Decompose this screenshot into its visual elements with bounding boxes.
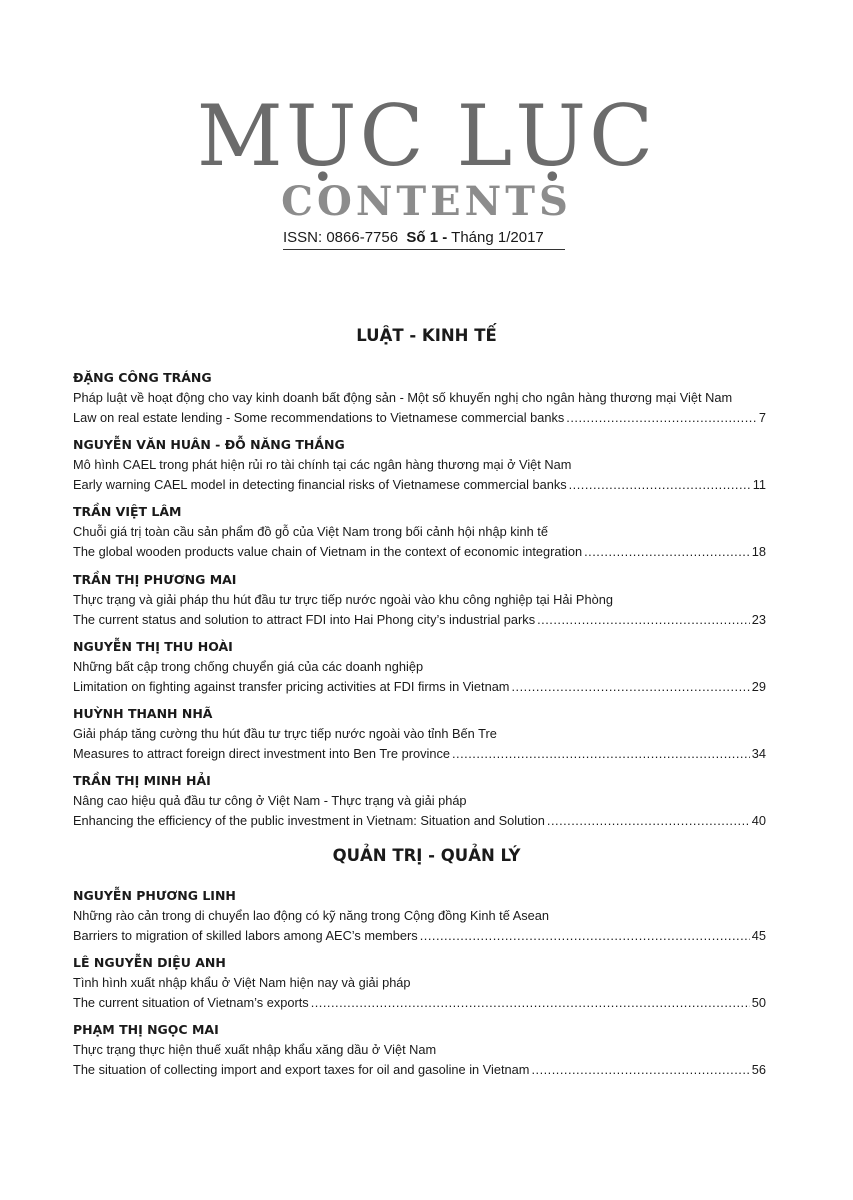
entry-title-vi: Tình hình xuất nhập khẩu ở Việt Nam hiện nay và giải pháp bbox=[73, 975, 411, 990]
entry-author: HUỲNH THANH NHÃ bbox=[73, 706, 213, 721]
entry-page-number: 7 bbox=[758, 410, 766, 425]
leader-dots bbox=[547, 812, 750, 830]
entry-author: NGUYỄN THỊ THU HOÀI bbox=[73, 639, 233, 654]
entry-title-en: The current status and solution to attract FDI into Hai Phong city’s industrial parks bbox=[73, 612, 536, 627]
entry-title-vi: Thực trạng thực hiện thuế xuất nhập khẩu xăng dầu ở Việt Nam bbox=[73, 1042, 437, 1057]
entry-title-en: Measures to attract foreign direct investment into Ben Tre province bbox=[73, 746, 450, 761]
entry-title-vi: Mô hình CAEL trong phát hiện rủi ro tài chính tại các ngân hàng thương mại ở Việt Nam bbox=[73, 457, 572, 472]
leader-dots bbox=[537, 611, 750, 629]
entry-author: PHẠM THỊ NGỌC MAI bbox=[73, 1022, 219, 1037]
toc-entry[interactable] bbox=[73, 887, 766, 945]
entry-page-number: 18 bbox=[751, 544, 766, 559]
entry-title-vi: Pháp luật về hoạt động cho vay kinh doanh bất động sản - Một số khuyến nghị cho ngân hàng thương mại Việt Nam bbox=[73, 390, 733, 405]
entry-page-number: 56 bbox=[751, 1062, 766, 1077]
toc-entry[interactable] bbox=[73, 369, 766, 427]
page-subtitle: CONTENTS bbox=[281, 178, 572, 225]
entry-title-vi: Chuỗi giá trị toàn cầu sản phẩm đồ gỗ của Việt Nam trong bối cảnh hội nhập kinh tế bbox=[73, 524, 548, 539]
entry-title-en: The global wooden products value chain of Vietnam in the context of economic integration bbox=[73, 544, 583, 559]
issn-line bbox=[283, 228, 565, 250]
entry-title-vi: Nâng cao hiệu quả đầu tư công ở Việt Nam - Thực trạng và giải pháp bbox=[73, 793, 467, 808]
entry-title-en: Law on real estate lending - Some recommendations to Vietnamese commercial banks bbox=[73, 410, 565, 425]
entry-title-vi: Thực trạng và giải pháp thu hút đầu tư trực tiếp nước ngoài vào khu công nghiệp tại Hải Phòng bbox=[73, 592, 613, 607]
entry-title-vi: Giải pháp tăng cường thu hút đầu tư trực tiếp nước ngoài vào tỉnh Bến Tre bbox=[73, 726, 497, 741]
toc-entry[interactable] bbox=[73, 954, 766, 1012]
entry-title-en: Enhancing the efficiency of the public investment in Vietnam: Situation and Solution bbox=[73, 813, 545, 828]
entry-author: TRẦN VIỆT LÂM bbox=[73, 504, 182, 519]
entry-title-vi: Những rào cản trong di chuyển lao động có kỹ năng trong Cộng đồng Kinh tế Asean bbox=[73, 908, 549, 923]
entry-author: NGUYỄN VĂN HUÂN - ĐỖ NĂNG THẮNG bbox=[73, 437, 345, 452]
leader-dots bbox=[566, 409, 757, 427]
entry-page-number: 45 bbox=[751, 928, 766, 943]
entry-page-number: 40 bbox=[751, 813, 766, 828]
toc-entry[interactable] bbox=[73, 638, 766, 696]
entry-author: NGUYỄN PHƯƠNG LINH bbox=[73, 888, 236, 903]
entry-page-number: 29 bbox=[751, 679, 766, 694]
entry-title-en: Limitation on fighting against transfer pricing activities at FDI firms in Vietnam bbox=[73, 679, 510, 694]
section-heading-law-economics: LUẬT - KINH TẾ bbox=[356, 326, 497, 345]
entry-title-en: The current situation of Vietnam’s exports bbox=[73, 995, 309, 1010]
page-title: MỤC LỤC bbox=[196, 87, 657, 185]
section-heading-management: QUẢN TRỊ - QUẢN LÝ bbox=[332, 846, 521, 865]
issue-number: Số 1 - bbox=[406, 229, 448, 246]
issue-date: Tháng 1/2017 bbox=[451, 229, 544, 246]
leader-dots bbox=[311, 994, 750, 1012]
entry-page-number: 11 bbox=[752, 477, 766, 492]
leader-dots bbox=[569, 476, 751, 494]
toc-entry[interactable] bbox=[73, 571, 766, 629]
leader-dots bbox=[420, 927, 750, 945]
leader-dots bbox=[452, 745, 750, 763]
toc-entry[interactable] bbox=[73, 705, 766, 763]
leader-dots bbox=[584, 543, 750, 561]
entry-author: TRẦN THỊ MINH HẢI bbox=[73, 773, 211, 788]
entry-title-en: Early warning CAEL model in detecting financial risks of Vietnamese commercial banks bbox=[73, 477, 567, 492]
entry-page-number: 23 bbox=[751, 612, 766, 627]
leader-dots bbox=[511, 678, 749, 696]
toc-entry[interactable] bbox=[73, 436, 766, 494]
entry-author: ĐẶNG CÔNG TRÁNG bbox=[73, 370, 212, 385]
entry-author: TRẦN THỊ PHƯƠNG MAI bbox=[73, 572, 237, 587]
leader-dots bbox=[531, 1061, 749, 1079]
entry-page-number: 50 bbox=[751, 995, 766, 1010]
entry-author: LÊ NGUYỄN DIỆU ANH bbox=[73, 955, 226, 970]
toc-entry[interactable] bbox=[73, 1021, 766, 1079]
entry-title-en: Barriers to migration of skilled labors among AEC’s members bbox=[73, 928, 418, 943]
issn: ISSN: 0866-7756 bbox=[283, 229, 399, 246]
toc-entry[interactable] bbox=[73, 772, 766, 830]
entry-page-number: 34 bbox=[751, 746, 766, 761]
toc-entry[interactable] bbox=[73, 503, 766, 561]
entry-title-vi: Những bất cập trong chống chuyển giá của các doanh nghiệp bbox=[73, 659, 424, 674]
entry-title-en: The situation of collecting import and export taxes for oil and gasoline in Vietnam bbox=[73, 1062, 530, 1077]
